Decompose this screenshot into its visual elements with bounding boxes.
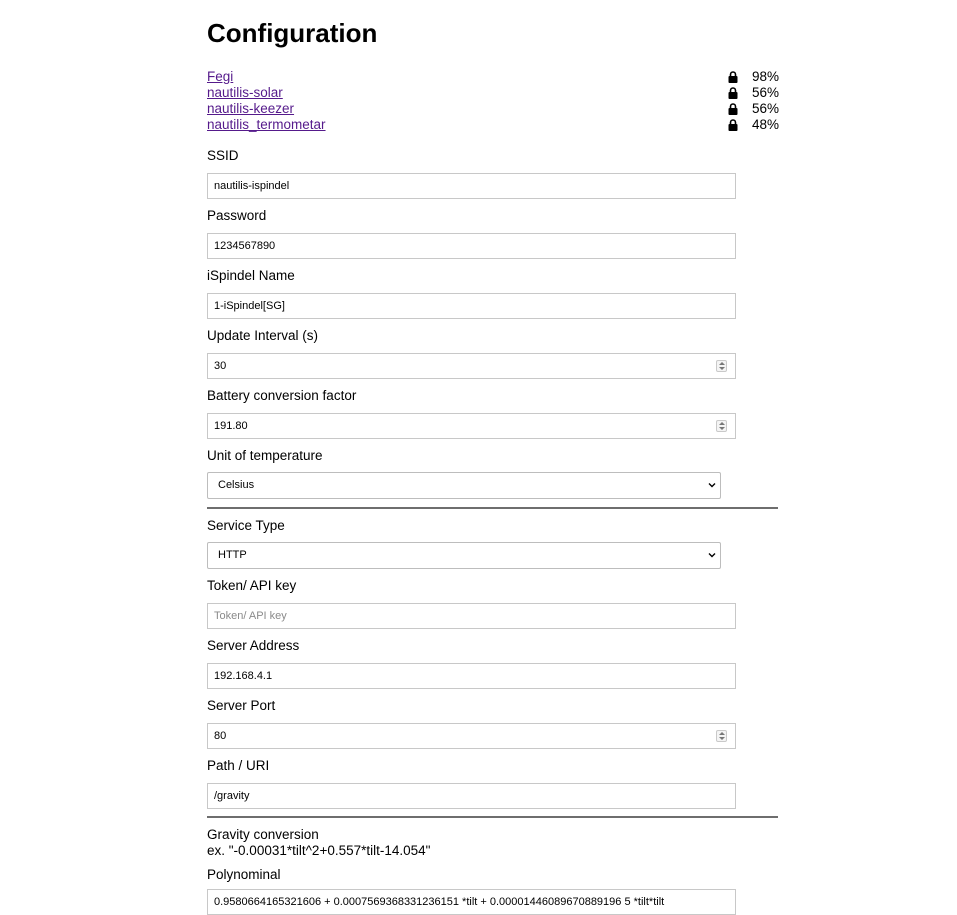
temp-unit-label: Unit of temperature: [207, 448, 323, 463]
network-link-nautilis-termometar[interactable]: nautilis_termometar: [207, 117, 326, 132]
temp-unit-value: Celsius: [218, 479, 255, 491]
name-input[interactable]: 1-iSpindel[SG]: [207, 293, 736, 319]
gravity-heading: Gravity conversion: [207, 827, 319, 842]
server-label: Server Address: [207, 638, 300, 653]
temp-unit-select[interactable]: [207, 472, 721, 499]
config-form: [207, 148, 778, 508]
signal-quality: 48%: [752, 117, 780, 132]
path-input[interactable]: /gravity: [207, 783, 736, 809]
battery-input[interactable]: [207, 413, 736, 439]
signal-quality: 98%: [752, 69, 780, 84]
password-input[interactable]: 1234567890: [207, 233, 736, 259]
port-input[interactable]: [207, 723, 736, 749]
password-field: [207, 208, 778, 268]
server-input[interactable]: 192.168.4.1: [207, 663, 736, 689]
signal-quality: 56%: [752, 101, 780, 116]
network-item: [207, 85, 778, 101]
name-field: [207, 268, 778, 328]
spinner-icon[interactable]: [716, 730, 727, 742]
token-input[interactable]: Token/ API key: [207, 603, 736, 629]
page-title: Configuration: [207, 18, 378, 48]
path-label: Path / URI: [207, 758, 270, 773]
gravity-example: ex. "-0.00031*tilt^2+0.557*tilt-14.054": [207, 843, 431, 858]
service-type-label: Service Type: [207, 518, 285, 533]
lock-icon: [728, 87, 738, 99]
service-type-field: [207, 518, 778, 578]
battery-field: [207, 388, 778, 448]
service-form: [207, 518, 778, 818]
service-type-value: HTTP: [218, 549, 247, 561]
chevron-down-icon: [708, 551, 716, 559]
temp-unit-field: [207, 448, 778, 508]
network-list: [207, 69, 778, 133]
battery-value: 191.80: [214, 420, 248, 432]
polynomial-label: Polynominal: [207, 867, 281, 882]
ssid-input[interactable]: nautilis-ispindel: [207, 173, 736, 199]
token-field: [207, 578, 778, 638]
path-field: [207, 758, 778, 818]
password-label: Password: [207, 208, 267, 223]
polynomial-input[interactable]: 0.9580664165321606 + 0.0007569368331236151 *tilt + 0.00001446089670889196 5 *tilt*tilt: [207, 889, 736, 915]
spinner-icon[interactable]: [716, 360, 727, 372]
service-type-select[interactable]: [207, 542, 721, 569]
port-value: 80: [214, 730, 227, 742]
server-field: [207, 638, 778, 698]
lock-icon: [728, 103, 738, 115]
name-label: iSpindel Name: [207, 268, 295, 283]
signal-quality: 56%: [752, 85, 780, 100]
network-item: [207, 69, 778, 85]
network-link-fegi[interactable]: Fegi: [207, 69, 234, 84]
ssid-field: [207, 148, 778, 208]
lock-icon: [728, 71, 738, 83]
section-divider: [207, 816, 778, 818]
network-item: [207, 117, 778, 133]
port-label: Server Port: [207, 698, 276, 713]
interval-label: Update Interval (s): [207, 328, 319, 343]
ssid-label: SSID: [207, 148, 239, 163]
chevron-down-icon: [708, 481, 716, 489]
network-link-nautilis-solar[interactable]: nautilis-solar: [207, 85, 283, 100]
lock-icon: [728, 119, 738, 131]
port-field: [207, 698, 778, 758]
interval-field: [207, 328, 778, 388]
interval-value: 30: [214, 360, 227, 372]
network-item: [207, 101, 778, 117]
interval-input[interactable]: [207, 353, 736, 379]
spinner-icon[interactable]: [716, 420, 727, 432]
section-divider: [207, 507, 778, 509]
network-link-nautilis-keezer[interactable]: nautilis-keezer: [207, 101, 295, 116]
token-label: Token/ API key: [207, 578, 297, 593]
battery-label: Battery conversion factor: [207, 388, 357, 403]
